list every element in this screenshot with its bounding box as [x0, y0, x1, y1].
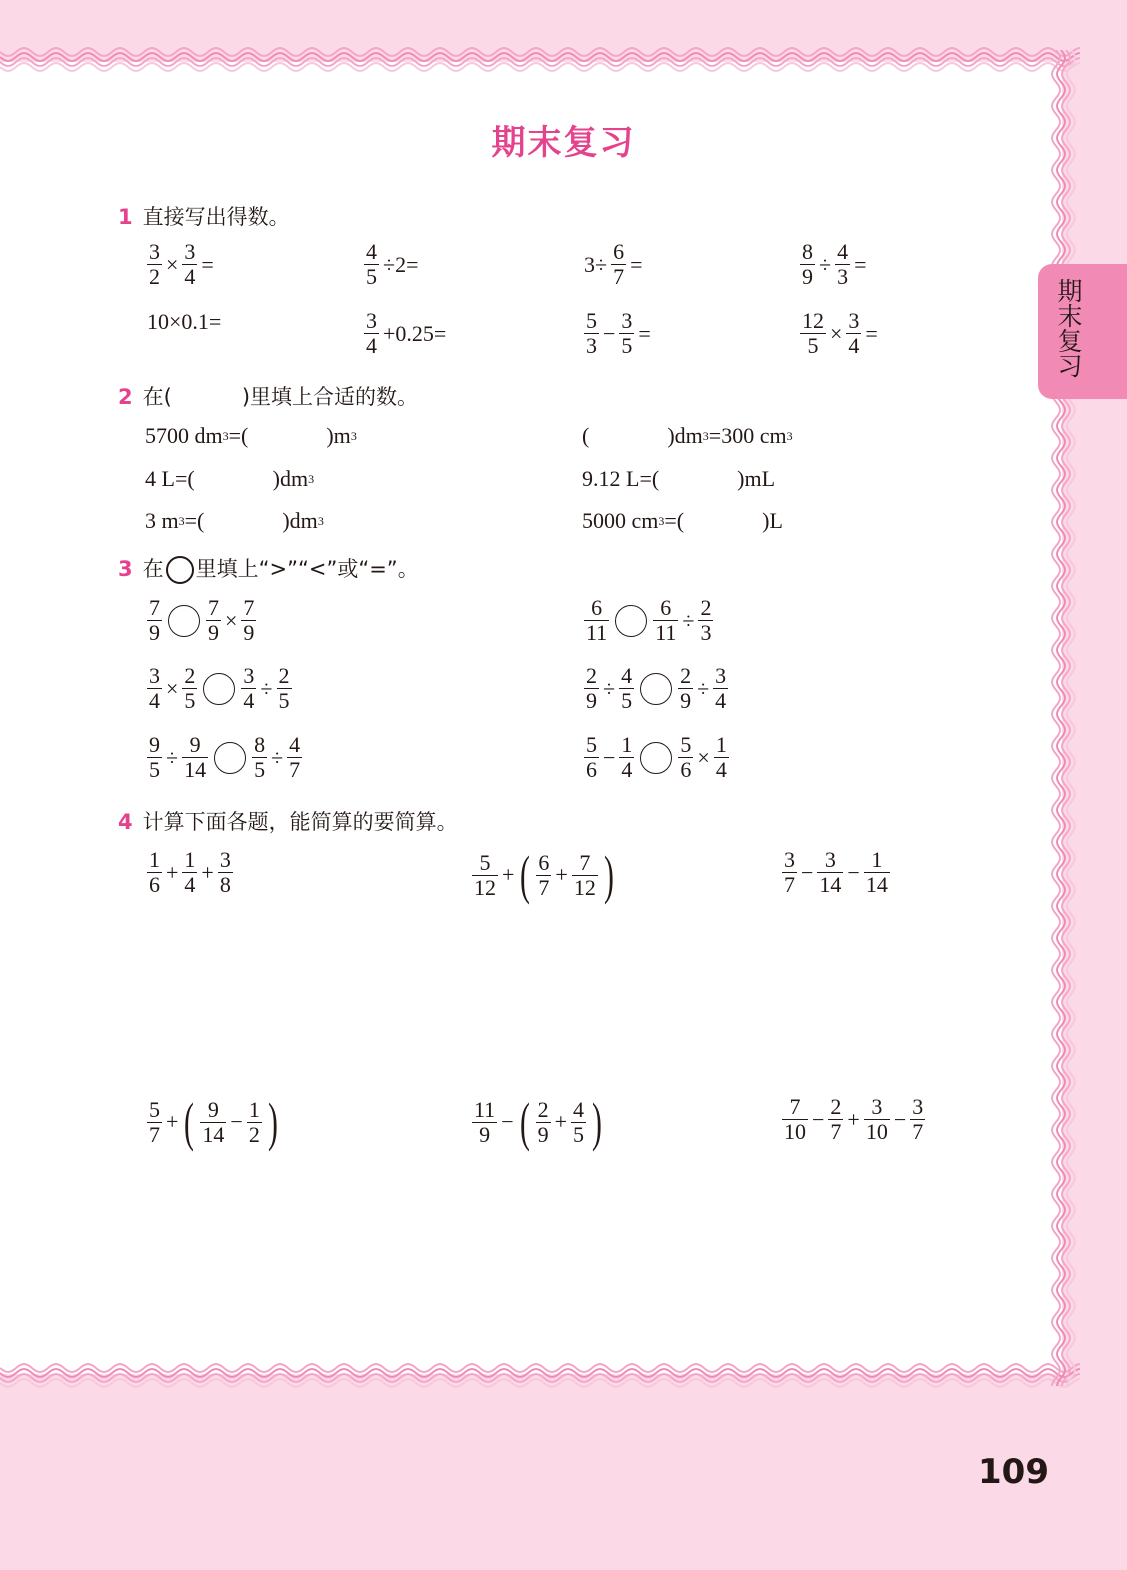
numerator: 6: [591, 595, 603, 620]
compare-circle[interactable]: [640, 742, 672, 774]
fraction: [218, 848, 233, 897]
parenthesis: (: [184, 1092, 195, 1152]
numerator: 3: [784, 847, 795, 872]
numerator: 4: [837, 239, 849, 264]
numerator: 9: [207, 1096, 219, 1122]
parenthesis: ): [603, 845, 614, 905]
denominator: 12: [474, 874, 496, 900]
numerator: 6: [660, 595, 672, 620]
numerator: 3: [824, 847, 836, 872]
denominator: 2: [248, 1121, 260, 1147]
numerator: 1: [871, 847, 883, 872]
comparison-item: [145, 664, 294, 713]
numerator: 1: [715, 732, 727, 757]
denominator: 3: [700, 620, 712, 645]
operator-text: +: [847, 1106, 860, 1132]
denominator: 10: [784, 1119, 806, 1144]
item-text: (: [582, 423, 590, 448]
denominator: 9: [586, 688, 597, 713]
calculation-item: [145, 1092, 282, 1152]
fraction: [864, 1095, 890, 1144]
fraction: [182, 733, 208, 782]
fraction: [247, 1098, 262, 1147]
question-number: 2: [118, 385, 133, 409]
numerator: 3: [715, 663, 727, 688]
denominator: 2: [149, 264, 160, 289]
item-text: 3 m: [145, 508, 179, 533]
operator-text: =: [201, 251, 214, 277]
numerator: 4: [366, 239, 377, 264]
exponent: 3: [308, 471, 315, 486]
operator-text: +: [554, 1109, 568, 1134]
numerator: 11: [474, 1096, 496, 1122]
page-title: 期末复习: [491, 123, 636, 163]
denominator: 4: [149, 688, 160, 713]
comparison-item: [145, 733, 304, 782]
fraction: [619, 733, 634, 782]
fraction: [846, 309, 861, 358]
operator-text: ÷: [271, 744, 284, 770]
operator-text: −: [501, 1109, 514, 1134]
numerator: 7: [789, 1094, 801, 1119]
fraction: [817, 848, 843, 897]
fraction: [182, 240, 197, 289]
fraction: [910, 1095, 925, 1144]
item-text: 5700 dm: [145, 423, 223, 448]
fraction: [277, 664, 292, 713]
question-number: 3: [118, 557, 133, 581]
fraction: [835, 240, 850, 289]
exponent: 3: [178, 513, 185, 528]
fraction: [800, 309, 826, 358]
fraction: [584, 596, 609, 645]
circle-symbol: [166, 556, 194, 584]
unit-conversion-item: [582, 423, 793, 449]
numerator: 3: [149, 663, 160, 688]
question-1-heading: [118, 201, 290, 231]
numerator: 3: [219, 847, 231, 872]
question-text-b: 里填上“>”“<”或“=”。: [195, 557, 419, 581]
compare-circle[interactable]: [168, 605, 200, 637]
operator-text: 3÷: [584, 251, 608, 277]
numerator: 1: [184, 847, 196, 872]
operator-text: ×: [830, 320, 843, 346]
denominator: 6: [586, 757, 597, 782]
numerator: 3: [912, 1094, 924, 1119]
exponent: 3: [658, 513, 665, 528]
unit-conversion-item: [582, 508, 783, 534]
fraction: [584, 309, 599, 358]
numerator: 2: [830, 1094, 842, 1119]
item-text: 5000 cm: [582, 508, 659, 533]
numerator: 3: [184, 239, 196, 264]
operator-text: =: [854, 251, 867, 277]
fraction: [782, 1095, 808, 1144]
numerator: 1: [149, 847, 160, 872]
operator-text: ÷: [819, 251, 832, 277]
denominator: 9: [208, 620, 219, 645]
fraction: [206, 596, 221, 645]
fraction: [782, 848, 797, 897]
denominator: 4: [184, 264, 196, 289]
fraction: [536, 851, 551, 900]
operator-text: −: [812, 1106, 825, 1132]
numerator: 5: [149, 1096, 160, 1122]
operator-text: ÷: [603, 675, 616, 701]
fraction: [572, 851, 598, 900]
denominator: 4: [848, 333, 860, 358]
denominator: 7: [784, 872, 795, 897]
denominator: 11: [586, 620, 608, 645]
item-text: =(: [184, 508, 205, 533]
numerator: 2: [184, 663, 196, 688]
operator-text: ÷: [166, 744, 179, 770]
numerator: 12: [802, 308, 824, 333]
operator-text: −: [801, 859, 814, 885]
denominator: 5: [184, 688, 196, 713]
fraction: [147, 596, 162, 645]
numerator: 1: [248, 1096, 260, 1122]
compare-circle[interactable]: [640, 673, 672, 705]
question-text: 计算下面各题，能简算的要简算。: [142, 810, 458, 834]
side-tab: [1038, 264, 1127, 399]
item-text: )mL: [737, 466, 776, 491]
denominator: 14: [184, 757, 207, 782]
denominator: 7: [613, 264, 625, 289]
denominator: 5: [573, 1121, 585, 1147]
numerator: 3: [871, 1094, 883, 1119]
item-text: )m: [326, 423, 351, 448]
calculation-item: [470, 1092, 606, 1152]
denominator: 4: [715, 688, 727, 713]
denominator: 7: [912, 1119, 924, 1144]
numerator: 7: [208, 595, 219, 620]
expression-item: [362, 240, 420, 289]
numerator: 7: [579, 849, 591, 875]
denominator: 9: [479, 1121, 491, 1147]
parenthesis: (: [519, 1092, 530, 1152]
page-number: 109: [978, 1452, 1049, 1492]
expression-item: [145, 309, 223, 335]
fraction: [287, 733, 302, 782]
denominator: 4: [715, 757, 727, 782]
unit-conversion-item: [145, 466, 314, 492]
fraction: [147, 664, 162, 713]
question-text: 直接写出得数。: [142, 205, 290, 229]
unit-conversion-item: [145, 423, 357, 449]
denominator: 11: [655, 620, 677, 645]
comparison-item: [582, 596, 715, 645]
denominator: 12: [573, 874, 596, 900]
fraction: [536, 1098, 551, 1147]
denominator: 3: [586, 333, 597, 358]
denominator: 7: [149, 1121, 160, 1147]
operator-text: +: [166, 859, 179, 885]
denominator: 5: [621, 333, 633, 358]
denominator: 4: [366, 333, 377, 358]
expression-item: [798, 309, 880, 358]
fraction: [147, 733, 162, 782]
operator-text: −: [847, 859, 860, 885]
numerator: 2: [537, 1096, 549, 1122]
operator-text: ×: [166, 675, 179, 701]
bottom-wave-border: [0, 1360, 1080, 1394]
numerator: 4: [289, 732, 301, 757]
exponent: 3: [702, 428, 709, 443]
denominator: 14: [202, 1121, 225, 1147]
operator-text: +: [166, 1109, 179, 1134]
compare-circle[interactable]: [214, 742, 246, 774]
fraction: [472, 1098, 497, 1147]
unit-conversion-item: [145, 508, 324, 534]
item-text: )dm: [667, 423, 703, 448]
compare-circle[interactable]: [615, 605, 647, 637]
exponent: 3: [317, 513, 324, 528]
operator-text: 10×0.1=: [147, 309, 222, 334]
right-wave-border: [1048, 50, 1082, 1386]
item-text: =(: [664, 508, 685, 533]
fraction: [252, 733, 267, 782]
item-text: 9.12 L=(: [582, 466, 660, 491]
numerator: 3: [848, 308, 860, 333]
operator-text: ×: [697, 744, 710, 770]
fraction: [200, 1098, 226, 1147]
denominator: 5: [149, 757, 160, 782]
question-text-a: 在: [142, 557, 164, 581]
denominator: 7: [538, 874, 550, 900]
denominator: 14: [865, 872, 888, 897]
numerator: 5: [680, 732, 692, 757]
denominator: 5: [621, 688, 633, 713]
numerator: 9: [189, 732, 201, 757]
numerator: 3: [149, 239, 160, 264]
fraction: [678, 733, 693, 782]
fraction: [653, 596, 678, 645]
denominator: 9: [802, 264, 813, 289]
denominator: 9: [243, 620, 255, 645]
calculation-item: [780, 848, 892, 897]
fraction: [713, 664, 728, 713]
denominator: 4: [621, 757, 633, 782]
question-number: 4: [118, 810, 133, 834]
operator-text: +0.25=: [383, 320, 447, 346]
fraction: [147, 240, 162, 289]
item-text: )dm: [272, 466, 309, 491]
expression-item: [582, 240, 645, 289]
operator-text: =: [638, 320, 651, 346]
numerator: 3: [366, 308, 377, 333]
numerator: 2: [700, 595, 712, 620]
numerator: 2: [586, 663, 597, 688]
expression-item: [362, 309, 448, 358]
calculation-item: [780, 1095, 927, 1144]
fraction: [571, 1098, 586, 1147]
denominator: 6: [680, 757, 692, 782]
operator-text: ÷: [682, 607, 695, 633]
numerator: 2: [680, 663, 692, 688]
calculation-item: [470, 845, 618, 905]
numerator: 7: [243, 595, 255, 620]
item-text: 4 L=(: [145, 466, 195, 491]
fraction: [182, 664, 197, 713]
fraction: [364, 309, 379, 358]
denominator: 3: [837, 264, 849, 289]
fraction: [241, 664, 256, 713]
denominator: 7: [289, 757, 301, 782]
expression-item: [145, 240, 216, 289]
parenthesis: ): [592, 1092, 602, 1152]
fraction: [182, 848, 197, 897]
numerator: 5: [479, 849, 491, 875]
operator-text: +: [502, 862, 515, 887]
question-4-heading: [118, 806, 458, 836]
denominator: 9: [680, 688, 692, 713]
compare-circle[interactable]: [203, 673, 235, 705]
fraction: [619, 309, 634, 358]
denominator: 4: [243, 688, 255, 713]
denominator: 4: [184, 872, 196, 897]
operator-text: =: [630, 251, 643, 277]
fraction: [584, 733, 599, 782]
question-2-heading: [118, 381, 418, 411]
denominator: 6: [149, 872, 160, 897]
exponent: 3: [350, 428, 357, 443]
exponent: 3: [222, 428, 229, 443]
denominator: 5: [278, 688, 290, 713]
question-text-a: 在(: [142, 385, 172, 409]
numerator: 3: [621, 308, 633, 333]
numerator: 1: [621, 732, 633, 757]
operator-text: −: [603, 744, 616, 770]
fraction: [828, 1095, 843, 1144]
comparison-item: [145, 596, 258, 645]
operator-text: =: [865, 320, 878, 346]
parenthesis: (: [520, 845, 531, 905]
comparison-item: [582, 664, 730, 713]
operator-text: +: [555, 862, 568, 887]
unit-conversion-item: [582, 466, 775, 492]
fraction: [472, 851, 498, 900]
numerator: 6: [613, 239, 625, 264]
fraction: [611, 240, 626, 289]
operator-text: ÷: [697, 675, 710, 701]
numerator: 8: [254, 732, 266, 757]
operator-text: ×: [166, 251, 179, 277]
denominator: 10: [865, 1119, 888, 1144]
denominator: 8: [219, 872, 231, 897]
comparison-item: [582, 733, 731, 782]
operator-text: ÷2=: [383, 251, 419, 277]
calculation-item: [145, 848, 235, 897]
fraction: [584, 664, 599, 713]
operator-text: +: [201, 859, 214, 885]
item-text: )L: [762, 508, 783, 533]
fraction: [364, 240, 379, 289]
top-wave-border: [0, 44, 1080, 78]
numerator: 6: [538, 849, 550, 875]
numerator: 9: [149, 732, 160, 757]
denominator: 5: [366, 264, 377, 289]
denominator: 7: [830, 1119, 842, 1144]
parenthesis: ): [267, 1092, 278, 1152]
denominator: 14: [819, 872, 842, 897]
denominator: 9: [537, 1121, 549, 1147]
denominator: 5: [807, 333, 819, 358]
denominator: 5: [254, 757, 266, 782]
item-text: =300 cm: [708, 423, 787, 448]
fraction: [619, 664, 634, 713]
expression-item: [582, 309, 653, 358]
operator-text: −: [230, 1109, 243, 1134]
numerator: 8: [802, 239, 813, 264]
numerator: 5: [586, 732, 597, 757]
fraction: [698, 596, 713, 645]
fraction: [147, 848, 162, 897]
numerator: 4: [621, 663, 633, 688]
numerator: 2: [278, 663, 290, 688]
denominator: 9: [149, 620, 160, 645]
item-text: )dm: [282, 508, 318, 533]
operator-text: −: [603, 320, 616, 346]
fraction: [147, 1098, 162, 1147]
operator-text: −: [893, 1106, 907, 1132]
wave-line: [1067, 50, 1075, 1386]
numerator: 7: [149, 595, 160, 620]
fraction: [678, 664, 693, 713]
expression-item: [798, 240, 869, 289]
question-number: 1: [118, 205, 133, 229]
fraction: [714, 733, 729, 782]
fraction: [241, 596, 256, 645]
item-text: =(: [228, 423, 249, 448]
numerator: 3: [243, 663, 255, 688]
operator-text: ÷: [260, 675, 273, 701]
question-text-b: )里填上合适的数。: [241, 385, 419, 409]
exponent: 3: [786, 428, 793, 443]
numerator: 4: [573, 1096, 585, 1122]
fraction: [800, 240, 815, 289]
numerator: 5: [586, 308, 597, 333]
fraction: [864, 848, 890, 897]
operator-text: ×: [225, 607, 238, 633]
side-tab-label: 期末复习: [1054, 278, 1083, 378]
question-3-heading: [118, 553, 419, 584]
